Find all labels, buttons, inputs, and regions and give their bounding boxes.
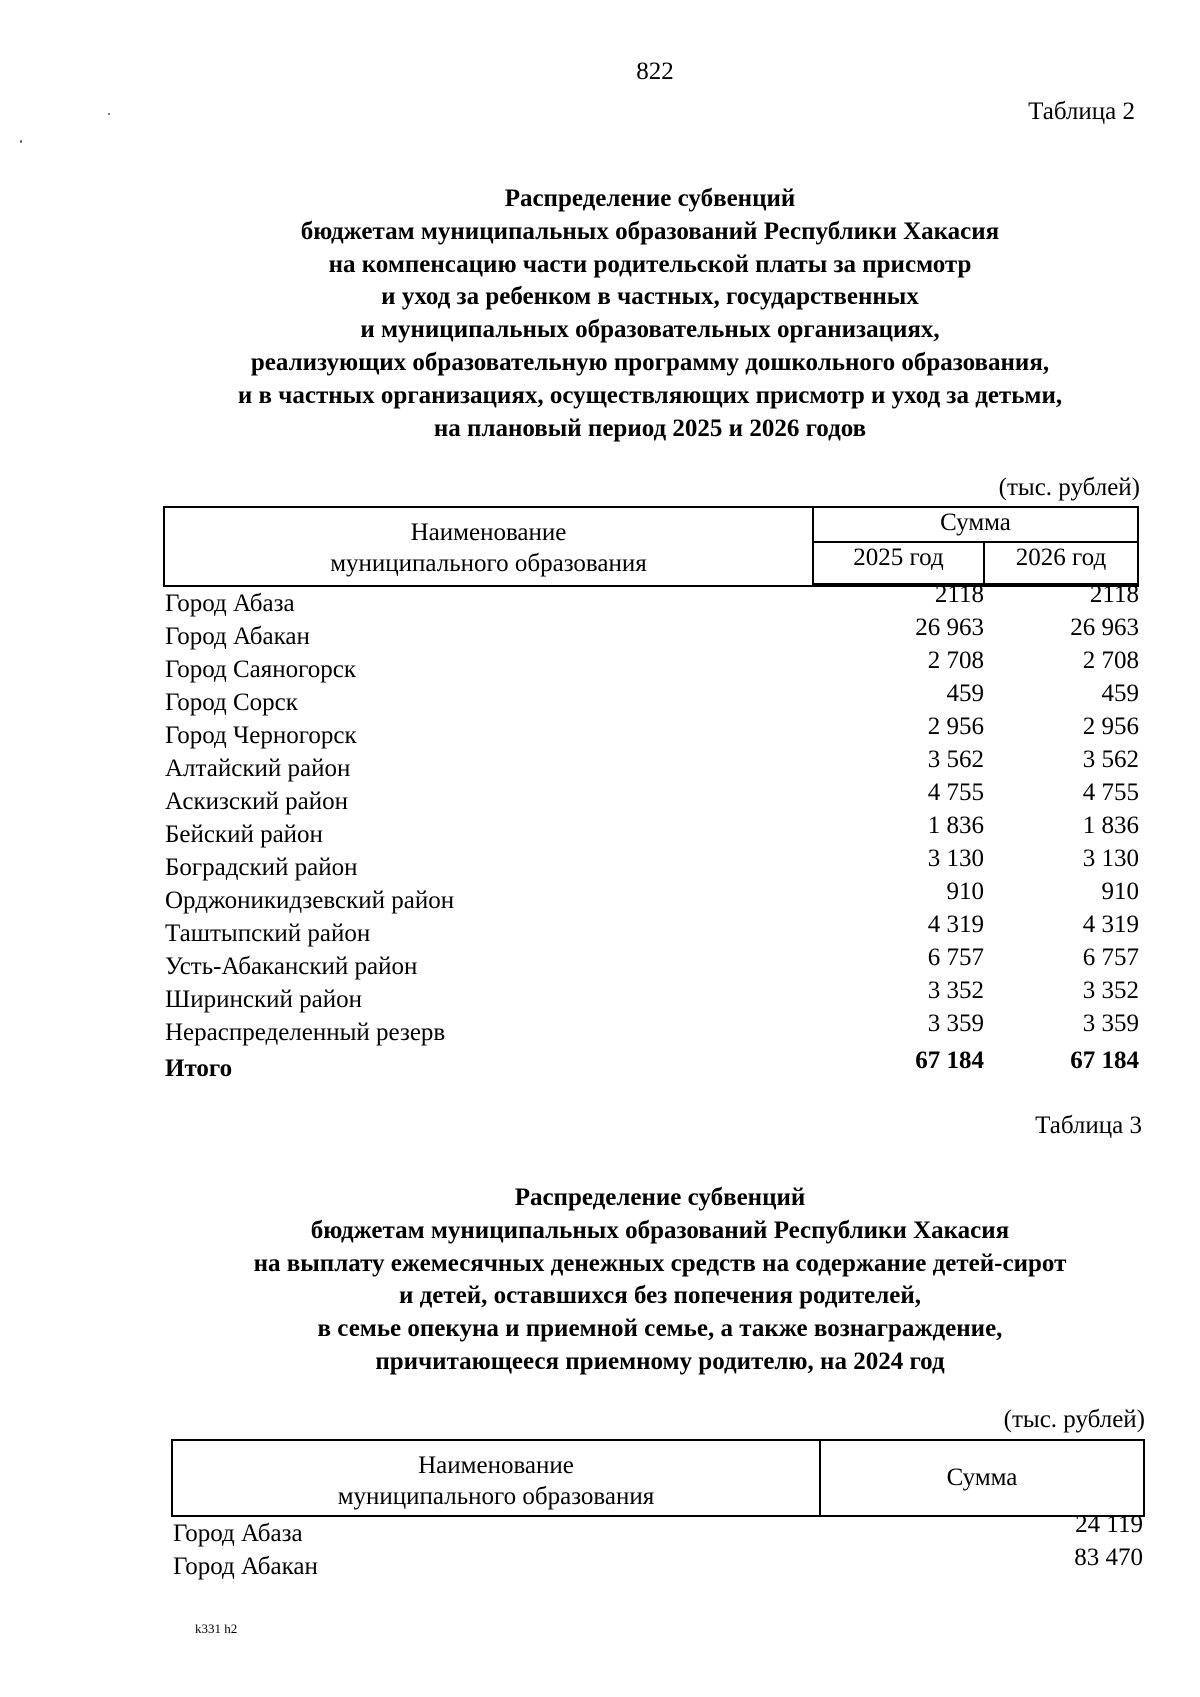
row-value-2026: 910 bbox=[1101, 878, 1139, 905]
title-line: бюджетам муниципальных образований Республики Хакасия bbox=[310, 1216, 1010, 1244]
table-row bbox=[165, 614, 1145, 650]
header-name-line1: Наименование bbox=[418, 1452, 574, 1479]
table-row bbox=[165, 746, 1145, 782]
table-row bbox=[165, 911, 1145, 947]
column-header-2025: 2025 год bbox=[814, 543, 985, 585]
header-name-line2: муниципального образования bbox=[337, 1483, 655, 1510]
row-value-2026: 459 bbox=[1101, 680, 1139, 707]
table-row bbox=[165, 581, 1145, 617]
row-value-2025: 3 130 bbox=[927, 845, 984, 872]
row-value-2025: 3 352 bbox=[927, 977, 984, 1004]
total-row bbox=[165, 1047, 1145, 1083]
row-name: Усть-Абаканский район bbox=[165, 953, 418, 980]
row-name: Нераспределенный резерв bbox=[165, 1019, 446, 1046]
row-name: Город Абаза bbox=[173, 1520, 303, 1547]
row-value-2025: 6 757 bbox=[927, 944, 984, 971]
row-name: Город Саяногорск bbox=[165, 656, 357, 683]
table-3-header bbox=[171, 1439, 1145, 1517]
row-value: 83 470 bbox=[1074, 1544, 1143, 1571]
row-value: 24 119 bbox=[1075, 1511, 1143, 1538]
title-line: Распределение субвенций bbox=[504, 185, 796, 212]
table-3-title bbox=[160, 1182, 1160, 1379]
row-value-2026: 2 956 bbox=[1082, 713, 1139, 740]
table-row bbox=[165, 647, 1145, 683]
header-name-line1: Наименование bbox=[410, 519, 567, 546]
row-name: Бейский район bbox=[165, 821, 323, 848]
title-line: Распределение субвенций bbox=[514, 1184, 806, 1211]
row-value-2026: 2 708 bbox=[1082, 647, 1139, 674]
table-row bbox=[165, 713, 1145, 749]
row-value-2025: 4 755 bbox=[927, 779, 984, 806]
total-value-2025: 67 184 bbox=[915, 1047, 984, 1074]
row-value-2026: 4 755 bbox=[1082, 779, 1139, 806]
header-name-line2: муниципального образования bbox=[330, 550, 647, 577]
table-row bbox=[173, 1544, 1145, 1580]
total-label: Итого bbox=[165, 1055, 233, 1082]
table-row bbox=[165, 845, 1145, 881]
column-header-sum: Сумма bbox=[814, 508, 1137, 543]
row-value-2025: 459 bbox=[946, 680, 984, 707]
column-header-name bbox=[165, 508, 814, 585]
table-2-body bbox=[165, 581, 1145, 1085]
row-value-2025: 2 956 bbox=[927, 713, 984, 740]
title-line: бюджетам муниципальных образований Республики Хакасия bbox=[300, 217, 1000, 245]
scan-speck bbox=[108, 113, 110, 115]
table-row bbox=[165, 878, 1145, 914]
table-row bbox=[165, 944, 1145, 980]
title-line: и уход за ребенком в частных, государственных bbox=[381, 283, 919, 311]
title-line: и муниципальных образовательных организациях, bbox=[360, 316, 940, 344]
table-2-label: Таблица 2 bbox=[1028, 98, 1135, 125]
table-3-units: (тыс. рублей) bbox=[1003, 1406, 1145, 1433]
row-name: Алтайский район bbox=[165, 755, 351, 782]
column-header-name bbox=[173, 1441, 821, 1515]
table-row bbox=[165, 779, 1145, 815]
row-value-2026: 3 352 bbox=[1082, 977, 1139, 1004]
table-row bbox=[173, 1511, 1145, 1547]
row-value-2026: 26 963 bbox=[1070, 614, 1139, 641]
row-value-2026: 3 359 bbox=[1082, 1010, 1139, 1037]
row-name: Город Абакан bbox=[173, 1553, 318, 1580]
row-value-2026: 3 130 bbox=[1082, 845, 1139, 872]
row-name: Боградский район bbox=[165, 854, 358, 881]
table-row bbox=[165, 977, 1145, 1013]
row-name: Орджоникидзевский район bbox=[165, 887, 455, 914]
table-2-title bbox=[150, 183, 1150, 445]
row-value-2025: 910 bbox=[946, 878, 984, 905]
row-value-2026: 1 836 bbox=[1082, 812, 1139, 839]
title-line: на плановый период 2025 и 2026 годов bbox=[433, 414, 867, 442]
row-value-2025: 2 708 bbox=[927, 647, 984, 674]
title-line: реализующих образовательную программу дошкольного образования, bbox=[250, 348, 1050, 376]
title-line: причитающееся приемному родителю, на 2024 год bbox=[375, 1347, 945, 1375]
row-name: Аскизский район bbox=[165, 788, 349, 815]
title-line: и в частных организациях, осуществляющих присмотр и уход за детьми, bbox=[237, 381, 1063, 409]
footer-code: k331 h2 bbox=[195, 1621, 238, 1636]
row-name: Город Сорск bbox=[165, 689, 298, 716]
row-value-2025: 4 319 bbox=[927, 911, 984, 938]
row-value-2025: 1 836 bbox=[927, 812, 984, 839]
table-3-body bbox=[173, 1511, 1145, 1595]
row-value-2025: 26 963 bbox=[915, 614, 984, 641]
table-row bbox=[165, 812, 1145, 848]
row-value-2026: 6 757 bbox=[1082, 944, 1139, 971]
scan-speck bbox=[20, 140, 22, 143]
row-name: Город Черногорск bbox=[165, 722, 357, 749]
row-value-2026: 2118 bbox=[1089, 581, 1139, 608]
column-header-2026: 2026 год bbox=[985, 543, 1137, 585]
row-value-2026: 3 562 bbox=[1082, 746, 1139, 773]
title-line: на выплату ежемесячных денежных средств на содержание детей-сирот bbox=[253, 1249, 1067, 1277]
row-value-2025: 3 359 bbox=[927, 1010, 984, 1037]
total-value-2026: 67 184 bbox=[1070, 1047, 1139, 1074]
title-line: в семье опекуна и приемной семье, а также вознаграждение, bbox=[317, 1315, 1003, 1343]
row-value-2025: 2118 bbox=[934, 581, 984, 608]
row-value-2026: 4 319 bbox=[1082, 911, 1139, 938]
table-2-header bbox=[163, 506, 1139, 587]
title-line: и детей, оставшихся без попечения родителей, bbox=[398, 1282, 922, 1310]
row-name: Город Абакан bbox=[165, 623, 310, 650]
table-2-units: (тыс. рублей) bbox=[998, 474, 1140, 501]
row-name: Город Абаза bbox=[165, 590, 295, 617]
table-row bbox=[165, 1010, 1145, 1046]
table-3-label: Таблица 3 bbox=[1035, 1112, 1142, 1139]
title-line: на компенсацию части родительской платы за присмотр bbox=[328, 250, 972, 278]
table-row bbox=[165, 680, 1145, 716]
column-header-sum: Сумма bbox=[946, 1464, 1018, 1491]
row-name: Таштыпский район bbox=[165, 920, 371, 947]
row-value-2025: 3 562 bbox=[927, 746, 984, 773]
row-name: Ширинский район bbox=[165, 986, 362, 1013]
page-number: 822 bbox=[636, 58, 674, 85]
